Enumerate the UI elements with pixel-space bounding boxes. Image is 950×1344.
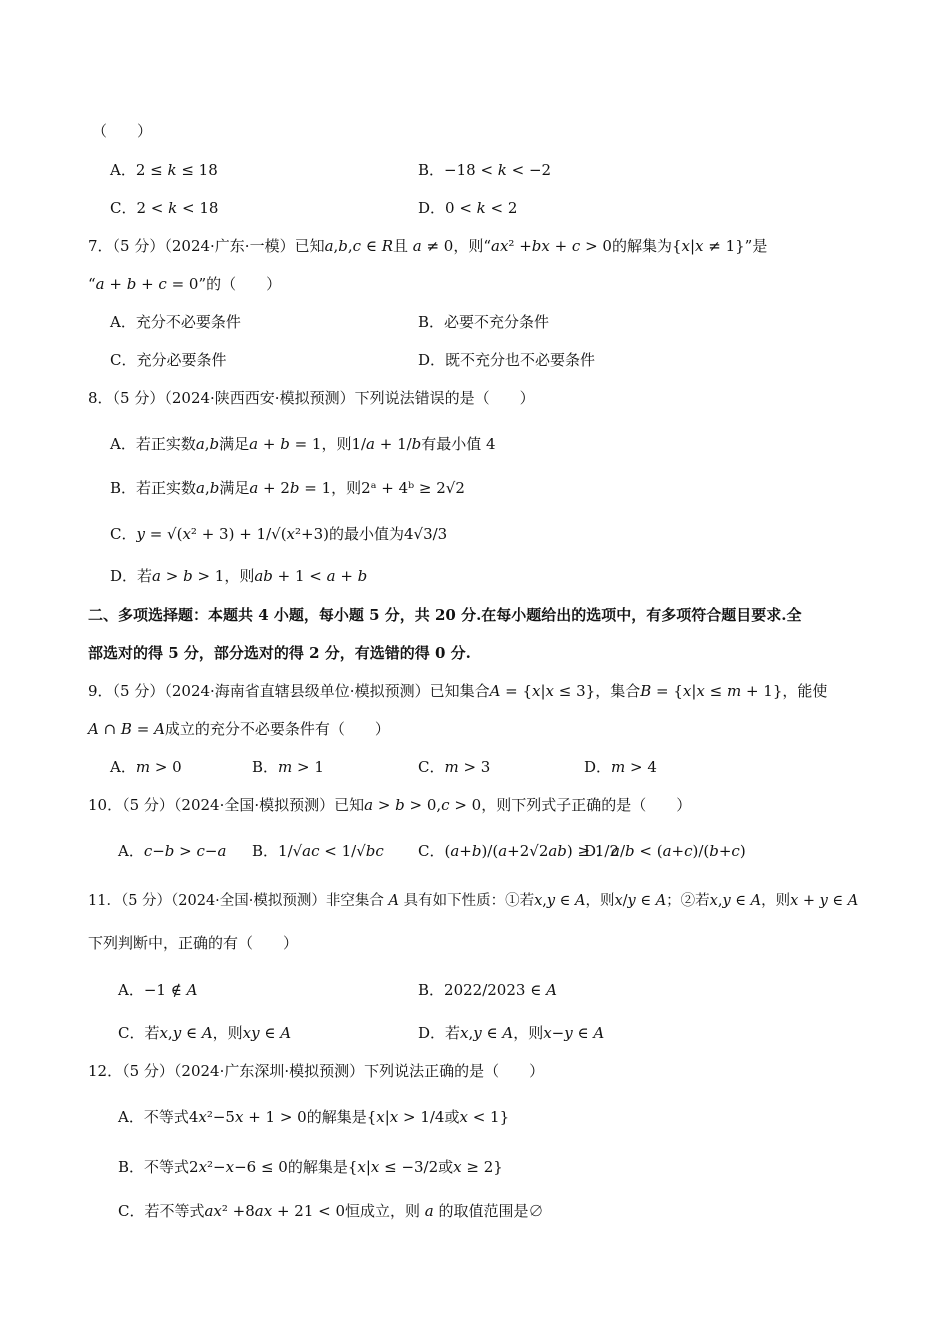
q7-option-a: A．充分不必要条件: [110, 313, 241, 331]
q11-option-b: B．2022/2023 ∈ 𝐴: [418, 981, 557, 999]
q11-option-a: A．−1 ∉ 𝐴: [118, 981, 198, 999]
q8-option-d: D．若𝑎 > 𝑏 > 1，则𝑎𝑏 + 1 < 𝑎 + 𝑏: [110, 567, 368, 585]
q8-option-b: B．若正实数𝑎,𝑏满足𝑎 + 2𝑏 = 1，则2ᵃ + 4ᵇ ≥ 2√2: [110, 479, 465, 497]
q10-option-c: C．(𝑎+𝑏)/(𝑎+2√2𝑎𝑏) ≥ 1/2: [418, 842, 619, 860]
q7-option-b: B．必要不充分条件: [418, 313, 550, 331]
q7-option-d: D．既不充分也不必要条件: [418, 351, 596, 369]
q10-option-b: B．1/√𝑎𝑐 < 1/√𝑏𝑐: [252, 842, 384, 860]
q12-option-c: C．若不等式𝑎𝑥² +8𝑎𝑥 + 21 < 0恒成立，则 𝑎 的取值范围是∅: [118, 1202, 544, 1220]
q9-option-c: C．𝑚 > 3: [418, 758, 491, 776]
q9-option-b: B．𝑚 > 1: [252, 758, 324, 776]
section2-heading-line1: 二、多项选择题：本题共 4 小题，每小题 5 分，共 20 分.在每小题给出的选项中，有多项符合题目要求.全: [88, 606, 802, 624]
q10-option-a: A．𝑐−𝑏 > 𝑐−𝑎: [118, 842, 227, 860]
q9-option-a: A．𝑚 > 0: [110, 758, 182, 776]
q12-option-b: B．不等式2𝑥²−𝑥−6 ≤ 0的解集是{𝑥|𝑥 ≤ −3/2或𝑥 ≥ 2}: [118, 1158, 503, 1176]
q11-stem-line1: 11．（5 分）（2024·全国·模拟预测）非空集合 𝐴 具有如下性质：①若𝑥,𝑦 ∈ 𝐴，则𝑥/𝑦 ∈ 𝐴；②若𝑥,𝑦 ∈ 𝐴，则𝑥 + 𝑦 ∈ 𝐴: [88, 893, 859, 909]
q9-option-d: D．𝑚 > 4: [584, 758, 657, 776]
q11-option-c: C．若𝑥,𝑦 ∈ 𝐴，则𝑥𝑦 ∈ 𝐴: [118, 1024, 292, 1042]
q9-stem-line2: 𝐴 ∩ 𝐵 = 𝐴成立的充分不必要条件有（ ）: [88, 720, 390, 738]
q6-option-b: B．−18 < 𝑘 < −2: [418, 161, 552, 179]
q7-stem-line1: 7．（5 分）（2024·广东·一模）已知𝑎,𝑏,𝑐 ∈ 𝑅且 𝑎 ≠ 0，则“𝑎𝑥² +𝑏𝑥 + 𝑐 > 0的解集为{𝑥|𝑥 ≠ 1}”是: [88, 237, 768, 255]
q8-option-c: C．𝑦 = √(𝑥² + 3) + 1/√(𝑥²+3)的最小值为4√3/3: [110, 525, 448, 543]
q9-stem-line1: 9．（5 分）（2024·海南省直辖县级单位·模拟预测）已知集合𝐴 = {𝑥|𝑥 ≤ 3}，集合𝐵 = {𝑥|𝑥 ≤ 𝑚 + 1}，能使: [88, 682, 828, 700]
q11-stem-line2: 下列判断中，正确的有（ ）: [88, 934, 299, 952]
section2-heading-line2: 部选对的得 5 分，部分选对的得 2 分，有选错的得 0 分.: [88, 644, 471, 662]
q7-option-c: C．充分必要条件: [110, 351, 227, 369]
q8-stem: 8．（5 分）（2024·陕西西安·模拟预测）下列说法错误的是（ ）: [88, 389, 535, 407]
q12-stem: 12．（5 分）（2024·广东深圳·模拟预测）下列说法正确的是（ ）: [88, 1062, 545, 1080]
q10-stem: 10．（5 分）（2024·全国·模拟预测）已知𝑎 > 𝑏 > 0,𝑐 > 0，则下列式子正确的是（ ）: [88, 796, 692, 814]
q6-option-a: A．2 ≤ 𝑘 ≤ 18: [110, 161, 218, 179]
q7-stem-line2: “𝑎 + 𝑏 + 𝑐 = 0”的（ ）: [88, 275, 282, 293]
q6-option-c: C．2 < 𝑘 < 18: [110, 199, 219, 217]
q10-option-d: D．𝑎/𝑏 < (𝑎+𝑐)/(𝑏+𝑐): [584, 842, 746, 860]
q8-option-a: A．若正实数𝑎,𝑏满足𝑎 + 𝑏 = 1，则1/𝑎 + 1/𝑏有最小值 4: [110, 435, 496, 453]
q11-option-d: D．若𝑥,𝑦 ∈ 𝐴，则𝑥−𝑦 ∈ 𝐴: [418, 1024, 605, 1042]
q6-option-d: D．0 < 𝑘 < 2: [418, 199, 518, 217]
q12-option-a: A．不等式4𝑥²−5𝑥 + 1 > 0的解集是{𝑥|𝑥 > 1/4或𝑥 < 1}: [118, 1108, 510, 1126]
answer-paren: （ ）: [92, 122, 153, 140]
